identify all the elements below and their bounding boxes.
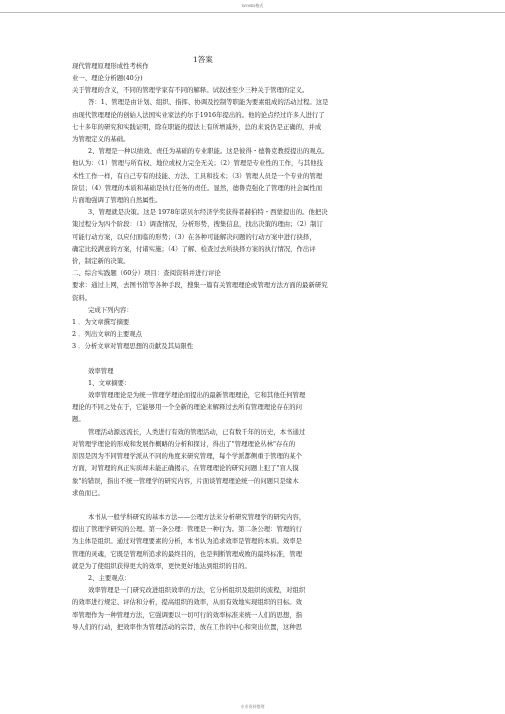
paragraph-line: 可能行动方案，以应付面临的形势；（3）在各种可能解决问题的行动方案中进行抉择，	[72, 232, 316, 241]
paragraph-line: 资料。	[72, 293, 92, 302]
paragraph-line: 七十多年的研究和实践证明，除在职能的提法上有所增减外，总的来说仍是正确的，并成	[72, 122, 322, 131]
page-header-label: WORD格式	[241, 3, 264, 8]
paragraph-line: 业一、理论分析题(40分)	[72, 74, 143, 82]
paragraph-line: 价，制定新的决策。	[72, 257, 130, 266]
paragraph-line: 题。	[72, 415, 85, 424]
paragraph-line: 确定比较满意的方案，付诸实施；（4）了解、检查过去所抉择方案的执行情况，作出评	[72, 244, 316, 253]
paragraph-line: 片面地强调了管理的自然属性。	[72, 196, 162, 205]
paragraph-line: 他认为：（1）管理与所有权、地位或权力完全无关；（2）管理是专业性的工作，与其他技	[72, 159, 323, 168]
paragraph-line: 3 ．分析文章对管理思想的贡献及其局限性	[72, 342, 194, 351]
document-lines	[72, 72, 444, 633]
paragraph-line: 为主体是组织。通过对管理要素的分析，本书认为追求效率是管理的本质。效率是	[72, 537, 303, 546]
paragraph-line: 原因是因为不同管理学派从不同的角度来研究管理，每个学派都侧重于管理的某个	[72, 452, 303, 461]
paragraph-line: 提出了管理学研究的公理。第一条公理：管理是一种行为。第二条公理：管理的行	[72, 525, 303, 534]
paragraph-line: 术性工作一样，有自己专有的技能、方法、工具和技术；（3）管理人员是一个专业的管理	[72, 171, 323, 180]
paragraph-line	[72, 499, 444, 511]
paragraph-line: 阶层；（4）管理的本质和基础是执行任务的责任。显然，德鲁克强化了管理的社会属性而	[72, 183, 323, 192]
paragraph-line	[72, 353, 444, 365]
paragraph-line: 就是为了使组织获得更大的效率，更快更好地达到组织的目的。	[72, 561, 251, 570]
document-title-suffix: 1答案	[193, 55, 213, 64]
header-divider	[0, 12, 505, 13]
paragraph-line: 为管理定义的基础。	[72, 135, 130, 144]
paragraph-line: 对管理学理论的形成和发展作概略的分析和探讨，得出了"管理理论丛林"存在的	[72, 439, 296, 448]
paragraph-line: 率管理作为一种管理方法，它强调要以一切可行的效率标准来统一人们的思想，指	[72, 610, 303, 619]
paragraph-line: 求鱼而已。	[72, 488, 104, 497]
paragraph-line: 二、综合实践题（60分）项目：查阅资料并进行评论	[72, 269, 221, 278]
paragraph-line: 管理活动源远流长，人类进行有效的管理活动，已有数千年的历史，本书通过	[88, 427, 306, 436]
paragraph-line: 要求：通过上网，去图书馆等各种手段，搜集一篇有关管理理论或管理方法方面的最新研究	[72, 281, 328, 290]
paragraph-line: 效率管理是一门研究改进组织效率的方法，它分析组织及组织的流程，对组织	[88, 586, 306, 595]
paragraph-line: 效率管理	[88, 366, 114, 375]
paragraph-line: 本书从一般学科研究的基本方法——公理方法来分析研究管理学的研究内容，	[88, 512, 306, 521]
page-footer-label: 专业资料整理	[240, 704, 265, 709]
paragraph-line: 理论的不同之处在于，它能够用一个全新的理论来解释过去所有管理理论存在的问	[72, 403, 303, 412]
paragraph-line: 由现代管理理论的创始人法国实业家法约尔于1916年提出的。他的论点经过许多人进行了	[72, 110, 325, 119]
paragraph-line: 导人们的行动，把效率作为管理活动的宗旨，放在工作的中心和突出位置，这种思	[72, 622, 303, 631]
paragraph-line: 的效率进行规定、评估和分析，提高组织的效率，从而有效地实现组织的目标。效	[72, 598, 303, 607]
paragraph-line: 2 ．列出文章的主要观点	[72, 330, 143, 339]
paragraph-line: 答：1、管理是由计划、组织、指挥、协调及控制等职能为要素组成的活动过程。这是	[88, 98, 329, 107]
document-title: 现代管理原理形成性考核作	[72, 62, 149, 70]
paragraph-line: 策过程分为四个阶段：（1）调查情况，分析形势，搜集信息，找出决策的理由；（2）制订	[72, 220, 323, 229]
paragraph-line: 1、文章摘要：	[88, 378, 131, 387]
paragraph-line: 管理的灵魂，它既是管理所追求的最终目的，也是判断管理成败的最终标准，管理	[72, 549, 303, 558]
paragraph-line: 完成下列内容：	[88, 305, 133, 314]
paragraph-line: 2、管理是一种以绩效、责任为基础的专业职能。这是彼得・德鲁克教授提出的观点。	[88, 147, 329, 156]
paragraph-line: 方面，对管理的真正实质却未能正确揭示，在管理理论的研究问题上犯了"盲人摸	[72, 464, 299, 473]
paragraph-line: 2、主要观点：	[88, 573, 131, 582]
paragraph-line: 效率管理理论是为统一管理学理论而提出的最新管理理论，它和其他任何管理	[88, 391, 306, 400]
document-body	[72, 55, 444, 633]
title-row	[72, 55, 444, 72]
paragraph-line: 1 ．为文章撰写摘要	[72, 318, 130, 327]
paragraph-line: 3、管理就是决策。这是 1978年诺贝尔经济学奖获得者赫伯特・西蒙提出的。他把决	[88, 208, 328, 217]
paragraph-line: 象"的错误，指出不统一管理学的研究内容，片面谈管理理论统一的问题只是缘木	[72, 476, 299, 485]
paragraph-line: 关于管理的含义，不同的管理学家有不同的解释。试叙述至少三种关于管理的定义。	[72, 86, 309, 95]
